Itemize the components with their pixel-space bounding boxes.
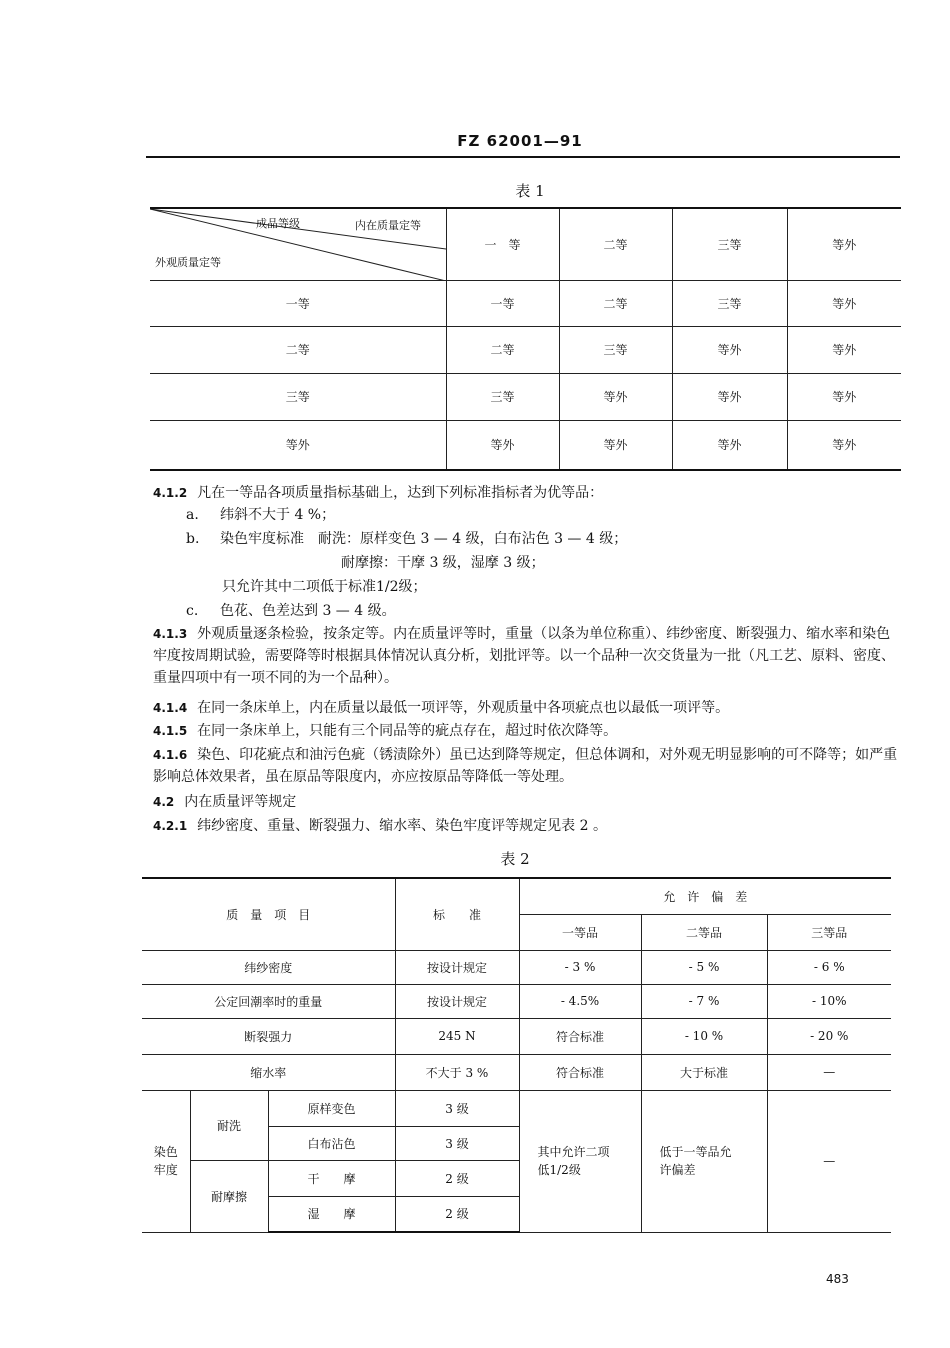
table-row: 耐摩擦 干 摩 2 级 bbox=[142, 1160, 891, 1196]
page-number: 483 bbox=[826, 1272, 849, 1286]
document-code: FZ 62001—91 bbox=[457, 132, 583, 150]
table-row: 缩水率 不大于 3 % 符合标准 大于标准 — bbox=[142, 1054, 891, 1090]
table-row: 染色 牢度 耐洗 原样变色 3 级 其中允许二项 低1/2级 低于一等品允 许偏差 — bbox=[142, 1090, 891, 1126]
cell: 一等 bbox=[446, 280, 559, 326]
internal-quality-table bbox=[142, 877, 891, 1233]
rub-label: 耐摩擦 bbox=[190, 1160, 268, 1232]
cell: 三等 bbox=[559, 326, 672, 373]
item-b-line3: 只允许其中二项低于标准1/2级； bbox=[222, 579, 427, 595]
table-row: 断裂强力 245 N 符合标准 - 10 % - 20 % bbox=[142, 1018, 891, 1054]
cell: 等外 bbox=[559, 373, 672, 420]
dye-fastness-label: 染色 牢度 bbox=[142, 1090, 190, 1232]
wash-label: 耐洗 bbox=[190, 1090, 268, 1160]
clause-4-1-4: 4.1.4 在同一条床单上，内在质量以最低一项评等，外观质量中各项疵点也以最低一项评等。 bbox=[153, 700, 730, 716]
table-row bbox=[150, 326, 901, 373]
header-rule bbox=[146, 156, 900, 158]
header-allowed-deviation: 允 许 偏 差 bbox=[519, 878, 891, 914]
corner-finished-grade: 成品等级 bbox=[256, 217, 300, 230]
header-grade-3: 三等品 bbox=[767, 914, 891, 950]
clause-4-1-5: 4.1.5 在同一条床单上，只能有三个同品等的疵点存在，超过时依次降等。 bbox=[153, 723, 618, 739]
cell: 等外 bbox=[672, 373, 787, 420]
corner-appearance-quality: 外观质量定等 bbox=[155, 256, 221, 269]
cell: 二等 bbox=[446, 326, 559, 373]
row-label: 二等 bbox=[150, 326, 446, 373]
cell: 等外 bbox=[559, 420, 672, 470]
table-row: 公定回潮率时的重量 按设计规定 - 4.5% - 7 % - 10% bbox=[142, 984, 891, 1018]
table-row bbox=[150, 280, 901, 326]
row-label: 三等 bbox=[150, 373, 446, 420]
header-grade-1: 一等品 bbox=[519, 914, 641, 950]
cell: 等外 bbox=[787, 280, 901, 326]
clause-4-1-6: 4.1.6 染色、印花疵点和油污色疵（锈渍除外）虽已达到降等规定，但总体调和，对外观无明显影响的可不降等；如严重影响总体效果者，虽在原品等限度内，亦应按原品等降低一等处理。 bbox=[153, 747, 898, 785]
table-row: 湿 摩 2 级 bbox=[142, 1196, 891, 1232]
clause-4-2-1: 4.2.1 纬纱密度、重量、断裂强力、缩水率、染色牢度评等规定见表 2 。 bbox=[153, 818, 607, 834]
dye-grade-3: — bbox=[767, 1090, 891, 1232]
header-grade-2: 二等品 bbox=[641, 914, 767, 950]
cell: 二等 bbox=[559, 280, 672, 326]
cell: 等外 bbox=[672, 326, 787, 373]
cell: 等外 bbox=[446, 420, 559, 470]
table1-caption: 表 1 bbox=[515, 182, 545, 200]
table-row: 纬纱密度 按设计规定 - 3 % - 5 % - 6 % bbox=[142, 950, 891, 984]
cell: 等外 bbox=[787, 326, 901, 373]
col-header: 三等 bbox=[672, 208, 787, 280]
col-header: 一 等 bbox=[446, 208, 559, 280]
cell: 三等 bbox=[446, 373, 559, 420]
cell: 等外 bbox=[672, 420, 787, 470]
table-row bbox=[150, 420, 901, 470]
item-b-line2: 耐摩擦：干摩 3 级，湿摩 3 级； bbox=[341, 555, 545, 571]
item-b: b. 染色牢度标准 耐洗：原样变色 3 — 4 级，白布沾色 3 — 4 级； bbox=[186, 531, 628, 547]
item-c: c. 色花、色差达到 3 — 4 级。 bbox=[186, 603, 396, 619]
header-standard: 标 准 bbox=[395, 878, 519, 950]
col-header: 二等 bbox=[559, 208, 672, 280]
dye-grade-1: 其中允许二项 低1/2级 bbox=[519, 1090, 641, 1232]
cell: 三等 bbox=[672, 280, 787, 326]
clause-4-1-2: 4.1.2 凡在一等品各项质量指标基础上，达到下列标准指标者为优等品： bbox=[153, 485, 604, 501]
table1-corner-cell bbox=[150, 208, 446, 280]
table-row bbox=[150, 373, 901, 420]
table2-caption: 表 2 bbox=[500, 850, 530, 868]
cell: 等外 bbox=[787, 373, 901, 420]
corner-internal-quality: 内在质量定等 bbox=[355, 219, 421, 232]
row-label: 等外 bbox=[150, 420, 446, 470]
header-quality-item: 质 量 项 目 bbox=[142, 878, 395, 950]
item-a: a. 纬斜不大于 4 %； bbox=[186, 507, 336, 523]
table-row: 白布沾色 3 级 bbox=[142, 1126, 891, 1160]
col-header: 等外 bbox=[787, 208, 901, 280]
row-label: 一等 bbox=[150, 280, 446, 326]
clause-4-1-3: 4.1.3 外观质量逐条检验，按条定等。内在质量评等时，重量（以条为单位称重）、纬纱密度、断裂强力、缩水率和染色牢度按周期试验，需要降等时根据具体情况认真分析，划批评等。以一个品种一次交货量为一批（凡工艺、原料、密度、重量四项中有一项不同的为一个品种）。 bbox=[153, 626, 895, 686]
dye-grade-2: 低于一等品允 许偏差 bbox=[641, 1090, 767, 1232]
section-4-2: 4.2 内在质量评等规定 bbox=[153, 794, 297, 810]
grade-table bbox=[150, 207, 901, 471]
cell: 等外 bbox=[787, 420, 901, 470]
